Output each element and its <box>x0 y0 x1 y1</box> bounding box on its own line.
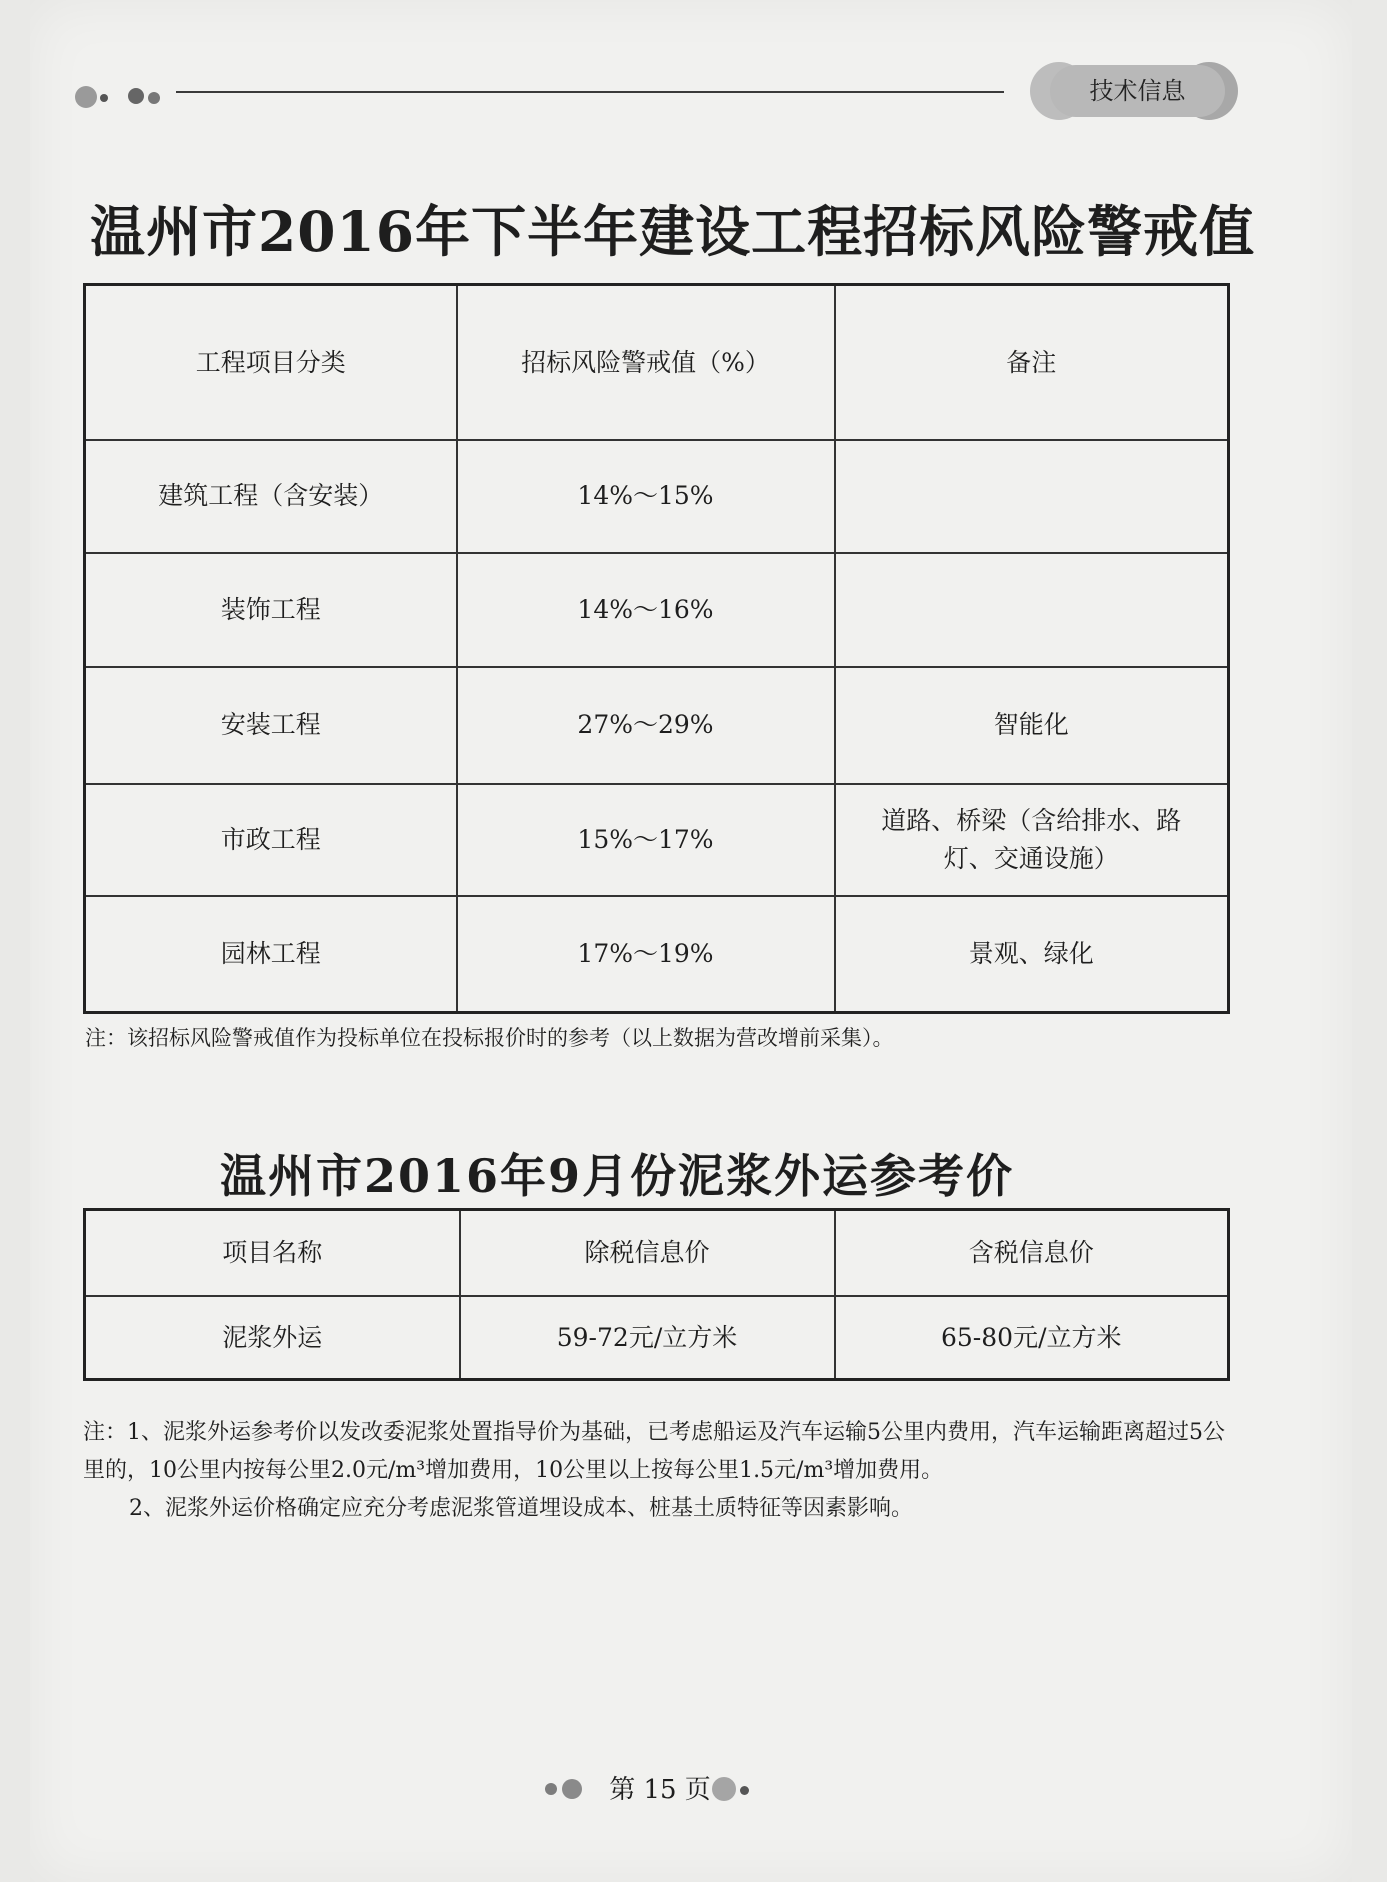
category-cell: 市政工程 <box>85 784 457 896</box>
table-row <box>85 784 1229 896</box>
header-cell: 工程项目分类 <box>85 285 457 440</box>
value-cell: 27%～29% <box>457 667 835 784</box>
header-cell: 招标风险警戒值（%） <box>457 285 835 440</box>
section2-notes <box>83 1414 1243 1528</box>
section2-title: 温州市2016年9月份泥浆外运参考价 <box>220 1149 1015 1203</box>
note-item: 2、泥浆外运价格确定应充分考虑泥浆管道埋设成本、桩基土质特征等因素影响。 <box>129 1496 913 1521</box>
item-name-cell: 泥浆外运 <box>85 1296 460 1380</box>
remark-cell <box>835 553 1229 667</box>
table-row <box>85 896 1229 1013</box>
table-header-row <box>85 1210 1229 1296</box>
section1-title: 温州市2016年下半年建设工程招标风险警戒值 <box>90 199 1256 264</box>
remark-cell: 景观、绿化 <box>835 896 1229 1013</box>
category-cell: 安装工程 <box>85 667 457 784</box>
header-cell: 除税信息价 <box>460 1210 835 1296</box>
section1-note: 注：该招标风险警戒值作为投标单位在投标报价时的参考（以上数据为营改增前采集）。 <box>85 1026 894 1050</box>
table-row <box>85 667 1229 784</box>
header-dot <box>100 94 108 102</box>
footer-dot <box>712 1777 736 1801</box>
table-row <box>85 440 1229 553</box>
value-cell: 14%～16% <box>457 553 835 667</box>
value-cell: 17%～19% <box>457 896 835 1013</box>
risk-threshold-table <box>83 283 1230 1014</box>
header-cell: 备注 <box>835 285 1229 440</box>
price-incl-tax-cell: 65-80元/立方米 <box>835 1296 1229 1380</box>
note-item: 注：1、泥浆外运参考价以发改委泥浆处置指导价为基础，已考虑船运及汽车运输5公里内费用，汽车运输距离超过5公里的，10公里内按每公里2.0元/m³增加费用，10公里以上按每公里1.5元/m³增加费用。 <box>83 1420 1225 1483</box>
table-row <box>85 1296 1229 1380</box>
remark-cell: 道路、桥梁（含给排水、路灯、交通设施） <box>835 784 1229 896</box>
category-cell: 园林工程 <box>85 896 457 1013</box>
category-cell: 装饰工程 <box>85 553 457 667</box>
header-rule <box>176 91 1004 93</box>
remark-cell <box>835 440 1229 553</box>
mud-transport-price-table <box>83 1208 1230 1381</box>
header-cell: 含税信息价 <box>835 1210 1229 1296</box>
value-cell: 15%～17% <box>457 784 835 896</box>
section-badge: 技术信息 <box>1050 65 1225 117</box>
header-dot <box>75 86 97 108</box>
table-header-row <box>85 285 1229 440</box>
footer-dot <box>740 1786 749 1795</box>
header-cell: 项目名称 <box>85 1210 460 1296</box>
price-excl-tax-cell: 59-72元/立方米 <box>460 1296 835 1380</box>
remark-cell: 智能化 <box>835 667 1229 784</box>
page-number: 第 15 页 <box>609 1775 711 1805</box>
header-dot <box>128 88 144 104</box>
table-row <box>85 553 1229 667</box>
header-dot <box>148 92 160 104</box>
category-cell: 建筑工程（含安装） <box>85 440 457 553</box>
value-cell: 14%～15% <box>457 440 835 553</box>
